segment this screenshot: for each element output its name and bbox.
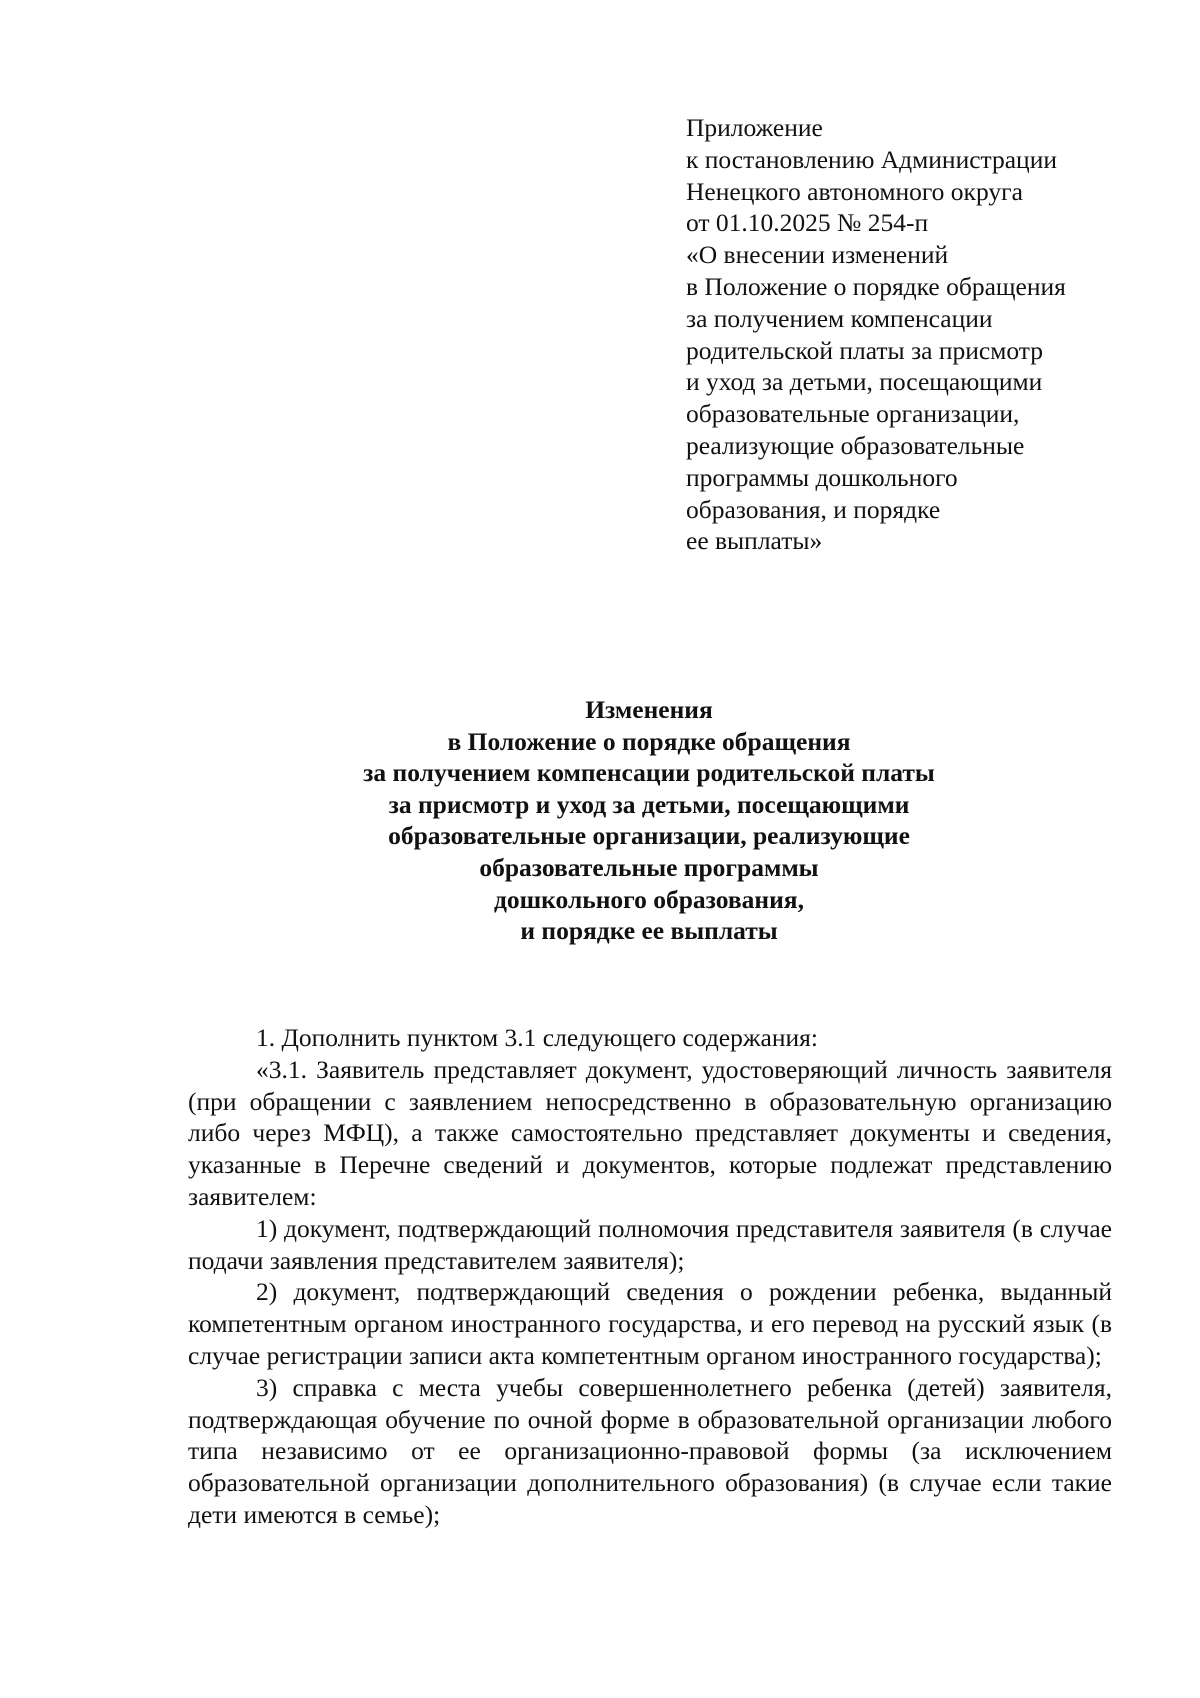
title-line: дошкольного образования, (494, 884, 804, 914)
document-body (188, 1022, 1112, 1531)
title-line: за получением компенсации родительской платы (363, 758, 935, 788)
title-line: образовательные организации, реализующие (388, 821, 910, 851)
appendix-line: «О внесении изменений (686, 240, 949, 270)
appendix-line: за получением компенсации (686, 303, 993, 333)
title-line: и порядке ее выплаты (520, 916, 778, 946)
appendix-line: родительской платы за присмотр (686, 335, 1043, 365)
appendix-line: ее выплаты» (686, 526, 823, 556)
appendix-line: от 01.10.2025 № 254-п (686, 208, 929, 238)
title-line: в Положение о порядке обращения (447, 726, 851, 756)
appendix-line: программы дошкольного (686, 462, 958, 492)
title-line: образовательные программы (479, 852, 819, 882)
appendix-line: реализующие образовательные (686, 430, 1025, 460)
title-line: Изменения (585, 695, 713, 724)
appendix-line: образовательные организации, (686, 399, 1020, 429)
appendix-line: в Положение о порядке обращения (686, 271, 1066, 301)
subclause-3: 3) справка с места учебы совершеннолетнего ребенка (детей) заявителя, подтверждающая обучение по очной форме в образовательной организации любого типа независимо от ее организационно-правовой формы (за исключением образовательной организации дополнительного образования) (в случае если такие дети имеются в семье); (188, 1372, 1112, 1529)
subclause-2: 2) документ, подтверждающий сведения о рождении ребенка, выданный компетентным органом иностранного государства, и его перевод на русский язык (в случае регистрации записи акта компетентным органом иностранного государства); (188, 1277, 1112, 1370)
appendix-line: Ненецкого автономного округа (686, 176, 1023, 206)
title-line: за присмотр и уход за детьми, посещающими (388, 789, 910, 819)
clause-3-1: «3.1. Заявитель представляет документ, удостоверяющий личность заявителя (при обращении с заявлением непосредственно в образовательную организацию либо через МФЦ), а также самостоятельно представляет документы и сведения, указанные в Перечне сведений и документов, которые подлежат представлению заявителем: (188, 1054, 1112, 1211)
appendix-header (686, 112, 1166, 557)
appendix-line: образования, и порядке (686, 494, 941, 524)
subclause-1: 1) документ, подтверждающий полномочия представителя заявителя (в случае подачи заявления представителем заявителя); (188, 1213, 1112, 1275)
appendix-line: к постановлению Администрации (686, 144, 1057, 174)
appendix-line: Приложение (686, 113, 823, 142)
amendment-item-1: 1. Дополнить пунктом 3.1 следующего содержания: (256, 1023, 818, 1052)
appendix-line: и уход за детьми, посещающими (686, 367, 1043, 397)
document-title (0, 694, 1200, 947)
